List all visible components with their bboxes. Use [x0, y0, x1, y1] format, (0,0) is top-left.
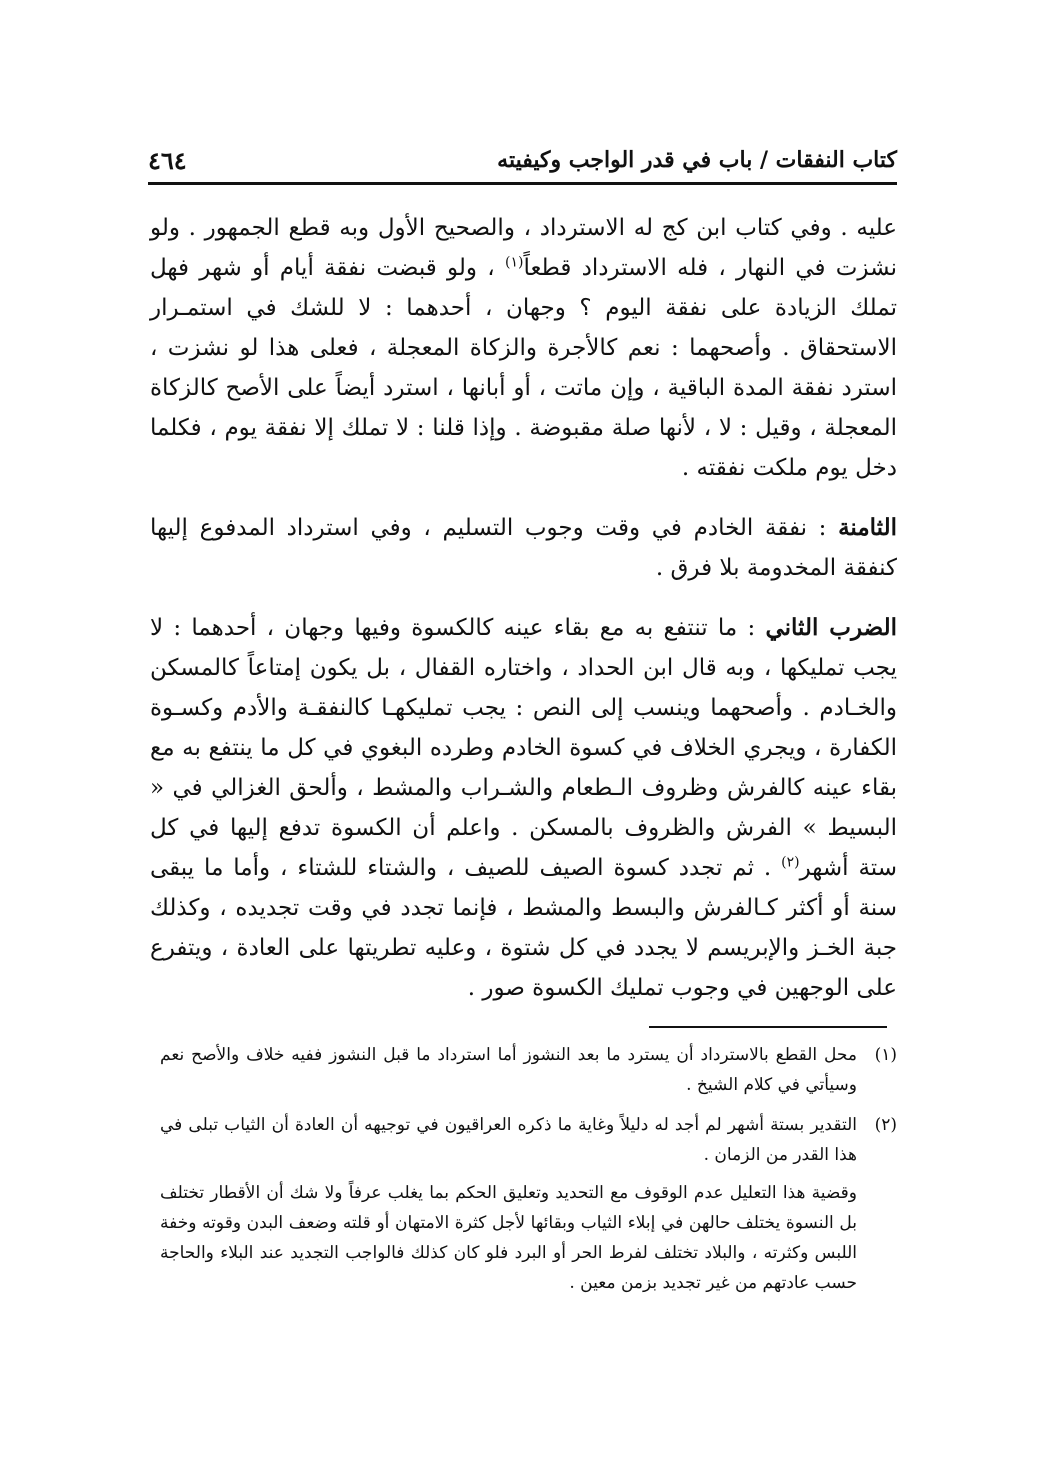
paragraph-3-text-b: . ثم تجدد كسوة الصيف للصيف ، والشتاء للشتاء ، وأما ما يبقى سنة أو أكثر كـالفرش والبسط والمشط ، فإنما تجدد في وقت تجديده ، وكذلك جبة الخـز والإبريسم لا يجدد في كل شتوة ، وعليه تطريتها على العادة ، ويتفرع على الوجهين في وجوب تمليك الكسوة صور .: [150, 855, 897, 1001]
main-text: [150, 208, 897, 1028]
running-header: [148, 140, 897, 180]
footnote-2: [160, 1110, 897, 1298]
paragraph-2-text: : نفقة الخادم في وقت وجوب التسليم ، وفي استرداد المدفوع إليها كنفقة المخدومة بلا فرق .: [150, 515, 897, 581]
paragraph-1: [150, 208, 897, 488]
footnote-2-number: (٢): [874, 1115, 897, 1135]
header-divider: [148, 182, 897, 185]
paragraph-3-lead: الضرب الثاني: [765, 614, 897, 641]
footnote-1-body: [160, 1040, 857, 1100]
paragraph-3: [150, 608, 897, 1008]
footnote-1-number: (١): [874, 1045, 897, 1065]
footnote-divider: [649, 1026, 887, 1028]
paragraph-3-text-a: : ما تنتفع به مع بقاء عينه كالكسوة وفيها وجهان ، أحدهما : لا يجب تمليكها ، وبه قال ابن الحداد ، واختاره القفال ، بل يكون إمتاعاً كالمسكن والخـادم . وأصحهما وينسب إلى النص : يجب تمليكهـا كالنفقـة والأدم وكسـوة الكفارة ، ويجري الخلاف في كسوة الخادم وطرده البغوي في كل ما ينتفع به مع بقاء عينه كالفرش وظروف الـطعام والشـراب والمشط ، وألحق الغزالي في « البسيط » الفرش والظروف بالمسكن . واعلم أن الكسوة تدفع إليها في كل ستة أشهر: [150, 615, 897, 881]
footnotes: [160, 1040, 897, 1308]
footnote-2-paragraph: وقضية هذا التعليل عدم الوقوف مع التحديد وتعليق الحكم بما يغلب عرفاً ولا شك أن الأقطار تختلف بل النسوة يختلف حالهن في إبلاء الثياب وبقائها لأجل كثرة الامتهان أو قلته وضعف البدن وقوته وخفة اللبس وكثرته ، والبلاد تختلف لفرط الحر أو البرد فلو كان كذلك فالواجب التجديد عند البلاء والحاجة حسب عادتهم من غير تجديد بزمن معين .: [160, 1183, 857, 1293]
paragraph-1-text-b: ، ولو قبضت نفقة أيام أو شهر فهل تملك الزيادة على نفقة اليوم ؟ وجهان ، أحدهما : لا للشك في استمـرار الاستحقاق . وأصحهما : نعم كالأجرة والزكاة المعجلة ، فعلى هذا لو نشزت ، استرد نفقة المدة الباقية ، وإن ماتت ، أو أبانها ، استرد أيضاً على الأصح كالزكاة المعجلة ، وقيل : لا ، لأنها صلة مقبوضة . وإذا قلنا : لا تملك إلا نفقة يوم ، فكلما دخل يوم ملكت نفقته .: [150, 255, 897, 481]
footnote-1-paragraph: محل القطع بالاسترداد أن يسترد ما بعد النشوز أما استرداد ما قبل النشوز ففيه خلاف والأصح نعم وسيأتي في كلام الشيخ .: [160, 1045, 857, 1095]
footnote-ref-1: (١): [504, 254, 524, 271]
paragraph-2-lead: الثامنة: [838, 514, 897, 541]
paragraph-2: [150, 508, 897, 588]
page-number: ٤٦٤: [148, 145, 187, 175]
footnote-1: [160, 1040, 897, 1100]
chapter-title: كتاب النفقات / باب في قدر الواجب وكيفيته: [497, 147, 897, 173]
footnote-2-body: [160, 1110, 857, 1298]
footnote-ref-2: (٢): [781, 854, 800, 871]
paragraph-1-text-a: عليه . وفي كتاب ابن كج له الاسترداد ، والصحيح الأول وبه قطع الجمهور . ولو نشزت في النهار ، فله الاسترداد قطعاً: [150, 215, 897, 281]
footnote-2-paragraph: التقدير بستة أشهر لم أجد له دليلاً وغاية ما ذكره العراقيون في توجيهه أن العادة أن الثياب تبلى في هذا القدر من الزمان .: [160, 1115, 857, 1165]
